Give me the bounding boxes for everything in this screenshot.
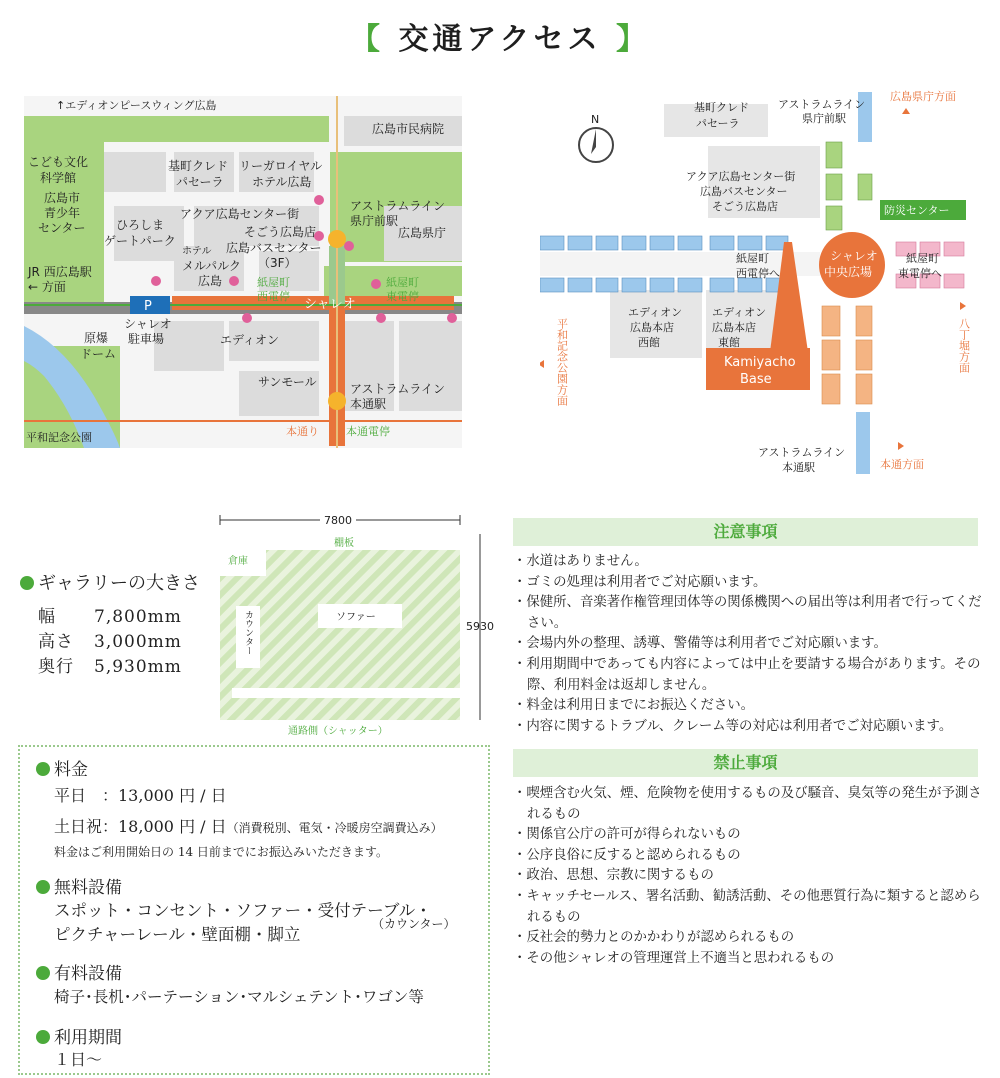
free-sub-note: （カウンター） [372, 917, 456, 931]
list-item: ・ 利用期間中であっても内容によっては中止を要請する場合があります。その際、利用料金は返却しません。 [513, 655, 983, 696]
label: ホテル [182, 246, 212, 257]
depth-label: 5930 [466, 620, 494, 633]
paid-line: 椅子･長机･パーテーション･マルシェテント･ワゴン等 [54, 988, 424, 1006]
dim-value: 5,930mm [94, 657, 182, 677]
dim-row [38, 652, 182, 677]
width-label: 7800 [324, 514, 352, 527]
label: 本通駅 [350, 397, 387, 411]
label: 本通方面 [880, 458, 924, 471]
label: リーガロイヤル [239, 159, 323, 173]
list-item: ・ 公序良俗に反すると認められるもの [513, 846, 983, 867]
label: そごう広島店 [244, 225, 317, 239]
astram-hondori [856, 412, 870, 474]
list-item: ・ 反社会的勢力とのかかわりが認められるもの [513, 928, 983, 949]
bullet-icon [36, 880, 50, 894]
dim-value: 3,000mm [94, 632, 182, 652]
label: Kamiyacho [724, 355, 796, 370]
label: アクア広島センター街 [180, 207, 300, 221]
label: 西電停へ [736, 267, 780, 280]
label: 紙屋町 [257, 276, 290, 289]
period-heading [36, 1023, 122, 1048]
label: ゲートパーク [104, 234, 176, 248]
fees-box [18, 745, 490, 1075]
storage-room [220, 534, 266, 576]
label: 広島 [198, 274, 223, 288]
list-item: ・ 喫煙含む火気、煙、危険物を使用するもの及び騒音、臭気等の発生が予測されるもの [513, 784, 983, 825]
dim-key: 幅 [38, 607, 56, 627]
list-item: ・ 政治、思想、宗教に関するもの [513, 866, 983, 887]
paid-heading [36, 959, 122, 984]
label: 平和記念公園方面 [555, 318, 569, 406]
label: ↑エディオンピースウィング広島 [56, 99, 217, 112]
label: シャレオ [124, 317, 172, 331]
label: 原爆 [84, 331, 109, 345]
notes-heading: 注意事項 [513, 518, 978, 546]
period-heading-text: 利用期間 [54, 1028, 122, 1048]
counter-label: カウンター [243, 610, 253, 655]
holiday-fee [54, 814, 443, 837]
dim-key: 奥行 [38, 657, 74, 677]
label: アクア広島センター街 [686, 170, 796, 183]
label: 青少年 [44, 206, 81, 220]
label: 広島本店 [712, 321, 756, 334]
title-bracket-left: 【 [349, 22, 384, 57]
station-marker [328, 392, 346, 410]
label: （3F） [258, 256, 297, 270]
dim-row [38, 627, 182, 652]
label: 東電停 [386, 290, 419, 303]
label: 県庁前駅 [802, 112, 846, 125]
sofa-label: ソファー [336, 612, 376, 623]
label: こども文化 [28, 155, 89, 169]
label: パセーラ [176, 175, 224, 189]
label: 広島バスセンター [226, 241, 322, 255]
label: 科学館 [40, 171, 77, 185]
shelf-label: 棚板 [334, 538, 354, 549]
label: 東電停へ [898, 267, 942, 280]
label: エディオン [628, 306, 683, 319]
list-item: ・ その他シャレオの管理運営上不適当と思われるもの [513, 949, 983, 970]
prohibited-list [513, 784, 983, 969]
underground-map [540, 82, 980, 482]
list-item: ・ 内容に関するトラブル、クレーム等の対応は利用者でご対応願います。 [513, 717, 983, 738]
free-heading-text: 無料設備 [54, 878, 122, 898]
page-title [0, 14, 1000, 58]
free-line-2: ピクチャーレール・壁面棚・脚立 [54, 925, 301, 944]
passage-strip [232, 688, 460, 698]
area-map [24, 96, 462, 448]
label: エディオン [220, 333, 280, 347]
label: 西電停 [257, 290, 290, 303]
notes-list [513, 552, 983, 737]
free-line-1: スポット・コンセント・ソファー・受付テーブル・ [54, 901, 432, 920]
label: サンモール [258, 375, 317, 389]
dim-value: 7,800mm [94, 607, 182, 627]
label: アストラムライン [758, 446, 846, 459]
bullet-icon [36, 1030, 50, 1044]
weekday-fee: 平日 ：13,000 円 / 日 [54, 786, 227, 805]
label: 紙屋町 [386, 276, 419, 289]
period-value: １日～ [54, 1050, 103, 1069]
label: 紙屋町 [906, 252, 939, 265]
title-text: 交通アクセス [398, 22, 602, 57]
label: そごう広島店 [712, 200, 778, 213]
passage-label: 通路側（シャッター） [288, 726, 388, 737]
label: 県庁前駅 [350, 214, 399, 228]
park-area [24, 116, 329, 142]
parking-p-label: P [144, 299, 152, 314]
storage-label: 倉庫 [228, 556, 248, 567]
label: 防災センター [884, 204, 950, 217]
label: 基町クレド [168, 159, 229, 173]
label: Base [740, 372, 772, 387]
label: アストラムライン [778, 98, 866, 111]
free-heading [36, 873, 122, 898]
bullet-icon [36, 762, 50, 776]
dim-key: 高さ [38, 632, 74, 652]
label: シャレオ [830, 249, 878, 263]
bullet-icon [20, 576, 34, 590]
fee-heading [36, 755, 88, 780]
label: ← 方面 [28, 280, 66, 294]
label: 広島バスセンター [700, 185, 788, 198]
title-bracket-right: 】 [616, 22, 650, 57]
label: シャレオ [304, 297, 356, 312]
label: 広島県庁方面 [890, 90, 956, 103]
label: N [591, 113, 600, 126]
label: 広島本店 [630, 321, 674, 334]
list-item: ・ 水道はありません。 [513, 552, 983, 573]
label: 本通り [286, 425, 319, 438]
label: 広島県庁 [398, 226, 447, 240]
label: アストラムライン [350, 382, 446, 396]
label: メルパルク [182, 259, 241, 273]
list-item: ・ キャッチセールス、署名活動、勧誘活動、その他悪質行為に類すると認められるもの [513, 887, 983, 928]
gallery-heading-text: ギャラリーの大きさ [38, 573, 200, 594]
list-item: ・ ゴミの処理は利用者でご対応願います。 [513, 573, 983, 594]
prohibited-heading: 禁止事項 [513, 749, 978, 777]
tram-line [24, 304, 462, 306]
label: ひろしま [116, 218, 165, 232]
label: ホテル広島 [252, 175, 312, 189]
shelf [266, 534, 460, 550]
label: アストラムライン [350, 199, 446, 213]
label: 本通電停 [346, 425, 390, 438]
label: 紙屋町 [736, 252, 769, 265]
label: JR 西広島駅 [28, 265, 92, 279]
list-item: ・ 保健所、音楽著作権管理団体等の関係機関への届出等は利用者で行ってください。 [513, 593, 983, 634]
label: ドーム [80, 347, 117, 361]
list-item: ・ 関係官公庁の許可が得られないもの [513, 825, 983, 846]
label: 本通駅 [782, 461, 815, 474]
label: センター [38, 221, 86, 235]
list-item: ・ 料金は利用日までにお振込ください。 [513, 696, 983, 717]
list-item: ・ 会場内外の整理、誘導、警備等は利用者でご対応願います。 [513, 634, 983, 655]
label: 基町クレド [694, 101, 749, 114]
payment-note: 料金はご利用開始日の 14 日前までにお振込みいただきます。 [54, 845, 388, 859]
bullet-icon [36, 966, 50, 980]
label: 平和記念公園 [26, 431, 92, 444]
fee-heading-text: 料金 [54, 760, 88, 780]
gallery-heading [20, 569, 200, 595]
dim-row [38, 602, 182, 627]
label: エディオン [712, 306, 767, 319]
label: 中央広場 [824, 265, 873, 279]
paid-heading-text: 有料設備 [54, 964, 122, 984]
block [104, 152, 166, 192]
holiday-fee-text: 土日祝：18,000 円 / 日 [54, 817, 227, 836]
label: 広島市 [44, 191, 81, 205]
hondori-line [24, 420, 462, 422]
label: 東館 [718, 336, 740, 349]
label: 広島市民病院 [372, 122, 445, 136]
gallery-floor-plan [214, 512, 504, 742]
station-marker [328, 230, 346, 248]
label: 八丁堀方面 [957, 318, 971, 373]
label: 西館 [638, 336, 660, 349]
label: 駐車場 [128, 332, 165, 346]
block [399, 321, 462, 411]
tax-note: （消費税別、電気・冷暖房空調費込み） [226, 821, 443, 835]
label: パセーラ [696, 117, 740, 130]
